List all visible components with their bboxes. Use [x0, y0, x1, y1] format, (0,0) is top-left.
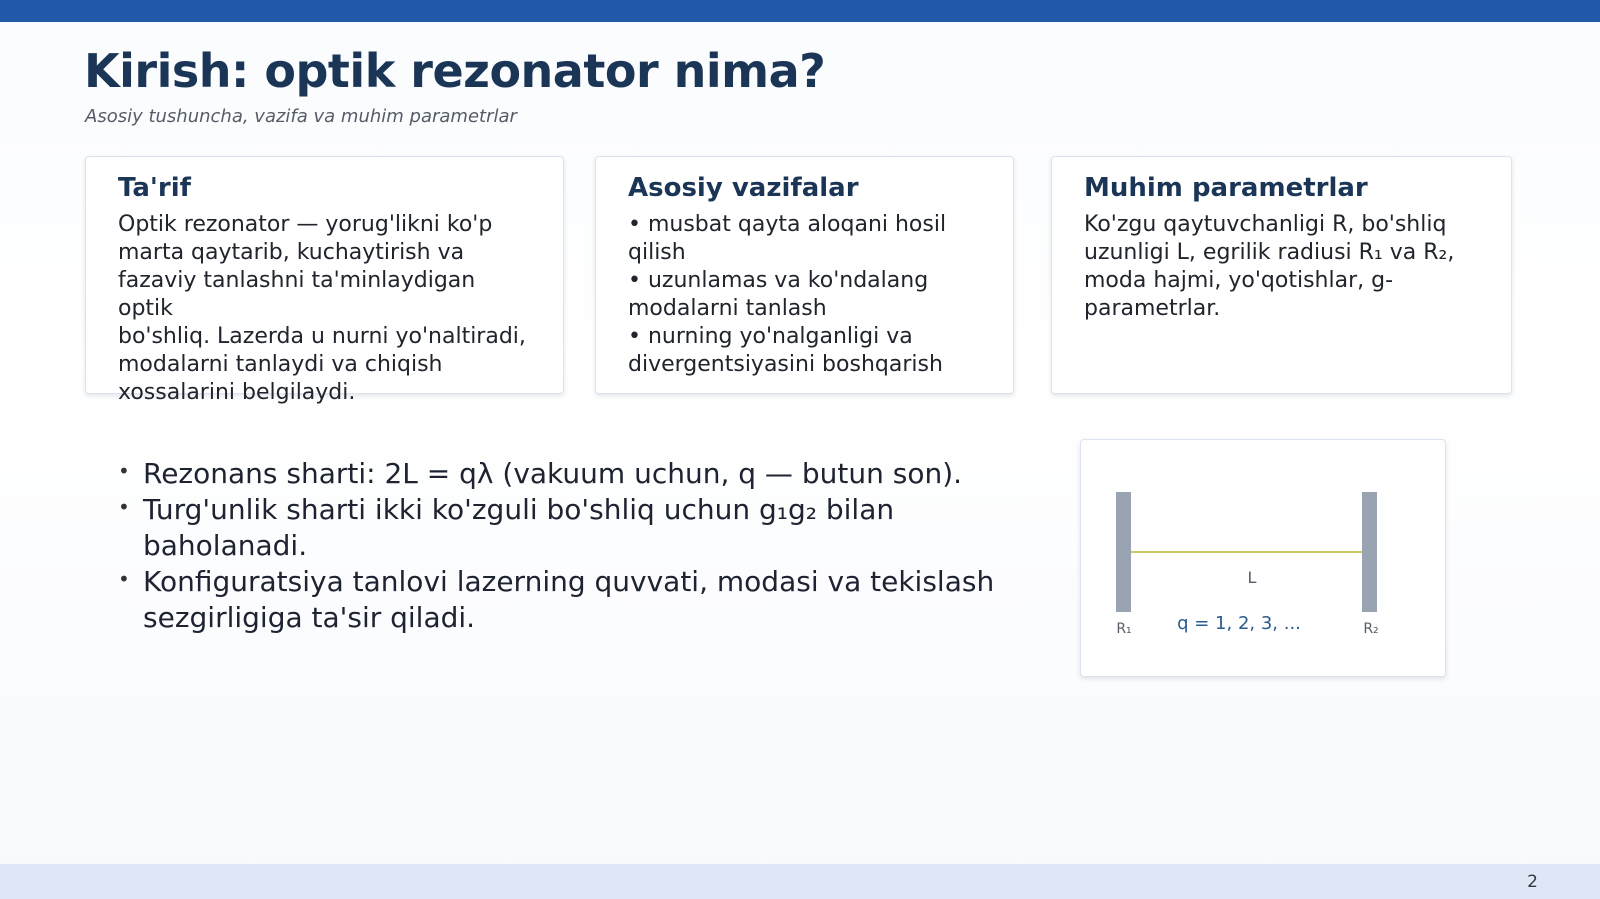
card-text-line: qilish	[628, 240, 686, 265]
card-text-line: xossalarini belgilaydi.	[118, 380, 356, 405]
card-text-line: moda hajmi, yo'qotishlar, g-	[1084, 268, 1394, 293]
card-text-line: modalarni tanlash	[628, 296, 827, 321]
card-heading: Ta'rif	[118, 173, 191, 203]
footer-bar	[0, 864, 1600, 899]
resonator-diagram	[1080, 439, 1446, 677]
left-mirror	[1116, 492, 1131, 612]
card-text-line: marta qaytarib, kuchaytirish va	[118, 240, 465, 265]
card-text-line: • musbat qayta aloqani hosil	[628, 212, 947, 237]
bullet-text: Rezonans sharti: 2L = qλ (vakuum uchun, q — butun son).	[143, 457, 963, 490]
card-text-line: • nurning yo'nalganligi va	[628, 324, 913, 349]
card-text-line: bo'shliq. Lazerda u nurni yo'naltiradi,	[118, 324, 526, 349]
bullet-text: Turg'unlik sharti ikki ko'zguli bo'shliq uchun g₁g₂ bilan baholanadi.	[143, 493, 895, 562]
right-mirror-label: R₂	[1363, 621, 1379, 637]
slide-title: Kirish: optik rezonator nima?	[84, 44, 826, 98]
bullet-list	[118, 456, 998, 636]
card-key-parameters	[1051, 156, 1512, 394]
card-heading: Muhim parametrlar	[1084, 173, 1368, 203]
right-mirror	[1362, 492, 1377, 612]
resonator-svg	[1081, 440, 1447, 678]
card-text-line: • uzunlamas va ko'ndalang	[628, 268, 929, 293]
card-text-line: divergentsiyasini boshqarish	[628, 352, 943, 377]
card-heading: Asosiy vazifalar	[628, 173, 859, 203]
bullet-text: Konfiguratsiya tanlovi lazerning quvvati, modasi va tekislash sezgirligiga ta'sir qiladi.	[143, 565, 995, 634]
slide-subtitle: Asosiy tushuncha, vazifa va muhim parametrlar	[85, 106, 517, 127]
card-definition	[85, 156, 564, 405]
bullet-item	[118, 492, 998, 564]
bullet-item	[118, 456, 998, 492]
card-text-line: uzunligi L, egrilik radiusi R₁ va R₂,	[1084, 240, 1455, 265]
bullet-dot-icon: •	[118, 567, 130, 591]
card-text-line: Ko'zgu qaytuvchanligi R, bo'shliq	[1084, 212, 1447, 237]
card-text-line: parametrlar.	[1084, 296, 1221, 321]
card-text-line: modalarni tanlaydi va chiqish	[118, 352, 443, 377]
page-number: 2	[1527, 872, 1538, 892]
card-text-line: Optik rezonator — yorug'likni ko'p	[118, 212, 493, 237]
left-mirror-label: R₁	[1116, 621, 1132, 637]
top-accent-bar	[0, 0, 1600, 22]
card-main-functions	[595, 156, 1014, 394]
bullet-item	[118, 564, 998, 636]
bullet-dot-icon: •	[118, 459, 130, 483]
bullet-dot-icon: •	[118, 495, 130, 519]
length-label: L	[1247, 568, 1257, 587]
mode-label: q = 1, 2, 3, ...	[1177, 613, 1301, 634]
card-text-line: fazaviy tanlashni ta'minlaydigan optik	[118, 268, 476, 321]
